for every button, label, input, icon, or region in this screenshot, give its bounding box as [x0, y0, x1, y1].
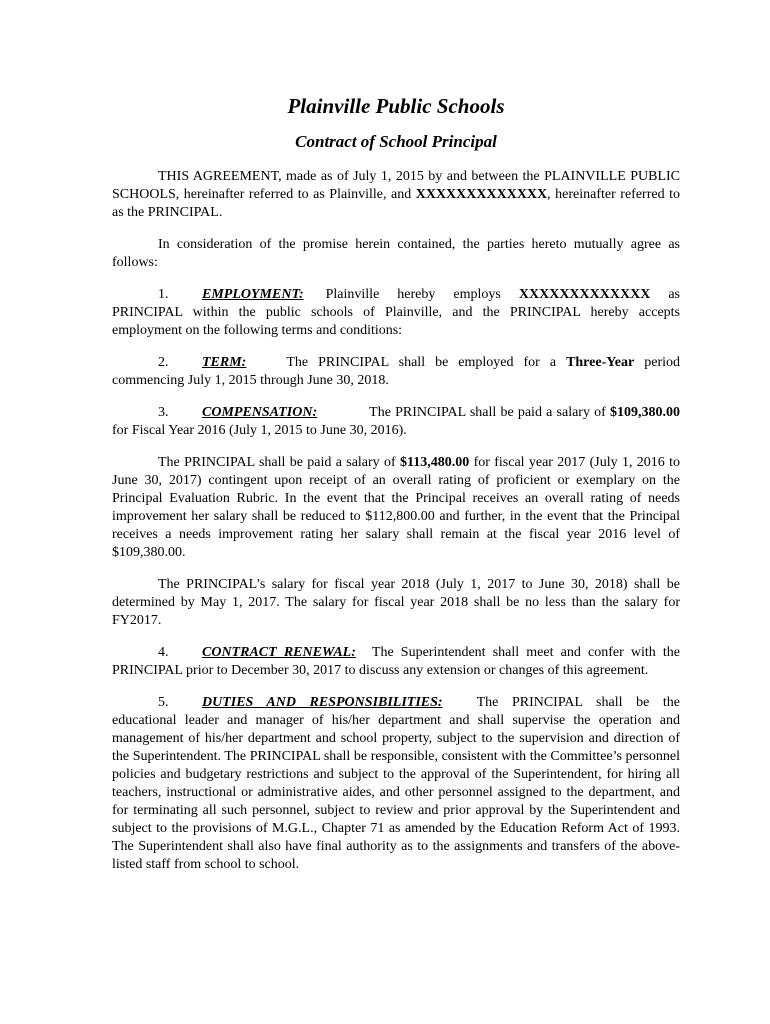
document-title: Plainville Public Schools: [287, 94, 505, 118]
paragraph-text: The PRINCIPAL shall be paid a salary of: [158, 455, 401, 470]
section-duties: [112, 694, 680, 874]
section-text: The PRINCIPAL shall be the educational leader and manager of his/her department and shall supervise the operation and management of his/her department and school property, subject to the supervision and direction of the Superintendent. The PRINCIPAL shall be responsible, consistent with the Committee’s personnel policies and budgetary restrictions and subject to the approval of the Superintendent, for hiring all teachers, instructional or administrative aides, and other personnel assigned to the department, and for terminating all such personnel, subject to review and prior approval by the Superintendent and subject to the provisions of M.G.L., Chapter 71 as amended by the Education Reform Act of 1993. The Superintendent shall also have final authority as to the assignments and transfers of the above-listed staff from school to school.: [112, 695, 680, 872]
document-subtitle: Contract of School Principal: [295, 132, 497, 151]
section-compensation: [112, 404, 680, 440]
section-heading: CONTRACT RENEWAL:: [202, 645, 356, 660]
compensation-fy2017-paragraph: [112, 454, 680, 562]
contract-page: [112, 90, 680, 888]
intro-paragraph: [112, 168, 680, 222]
section-number: 4.: [158, 645, 169, 660]
section-text: Plainville hereby employs: [325, 287, 519, 302]
section-employment: [112, 286, 680, 340]
section-number: 5.: [158, 695, 169, 710]
section-number: 3.: [158, 405, 169, 420]
intro-text-end: , hereinafter referred to as the PRINCIPAL.: [112, 187, 680, 220]
paragraph-text-end: for fiscal year 2017 (July 1, 2016 to June 30, 2017) contingent upon receipt of an overall rating of proficient or exemplary on the Principal Evaluation Rubric. In the event that the Principal receives an overall rating of needs improvement her salary shall be reduced to $112,800.00 and further, in the event that the Principal receives a needs improvement rating her salary shall remain at the fiscal year 2016 level of $109,380.00.: [112, 455, 681, 560]
section-heading: DUTIES AND RESPONSIBILITIES:: [202, 695, 443, 710]
salary-fy2016: $109,380.00: [610, 405, 680, 420]
section-text-end: as PRINCIPAL within the public schools of Plainville, and the PRINCIPAL hereby accepts employment on the following terms and conditions:: [112, 287, 680, 338]
section-heading: TERM:: [202, 355, 247, 370]
section-number: 1.: [158, 287, 169, 302]
section-heading: EMPLOYMENT:: [202, 287, 304, 302]
principal-name: XXXXXXXXXXXXX: [518, 287, 651, 302]
section-text: The PRINCIPAL shall be employed for a: [286, 355, 567, 370]
compensation-fy2018-paragraph: The PRINCIPAL’s salary for fiscal year 2018 (July 1, 2017 to June 30, 2018) shall be determined by May 1, 2017. The salary for fiscal year 2018 shall be no less than the salary for FY2017.: [112, 577, 680, 628]
section-text-end: for Fiscal Year 2016 (July 1, 2015 to June 30, 2016).: [112, 423, 407, 438]
intro-party-name: XXXXXXXXXXXXX: [415, 187, 548, 202]
section-heading: COMPENSATION:: [202, 405, 318, 420]
salary-fy2017: $113,480.00: [400, 455, 470, 470]
section-text: The PRINCIPAL shall be paid a salary of: [369, 405, 610, 420]
section-term: [112, 354, 680, 390]
intro-text: THIS AGREEMENT, made as of July 1, 2015 by and between the PLAINVILLE PUBLIC SCHOOLS, hereinafter referred to as Plainville, and: [112, 169, 680, 202]
consideration-paragraph: In consideration of the promise herein contained, the parties hereto mutually agree as follows:: [112, 237, 680, 270]
section-contract-renewal: [112, 644, 680, 680]
term-length: Three-Year: [566, 355, 635, 370]
section-text-end: period commencing July 1, 2015 through June 30, 2018.: [112, 355, 680, 388]
section-text: The Superintendent shall meet and confer with the PRINCIPAL prior to December 30, 2017 to discuss any extension or changes of this agreement.: [112, 645, 680, 678]
section-number: 2.: [158, 355, 169, 370]
